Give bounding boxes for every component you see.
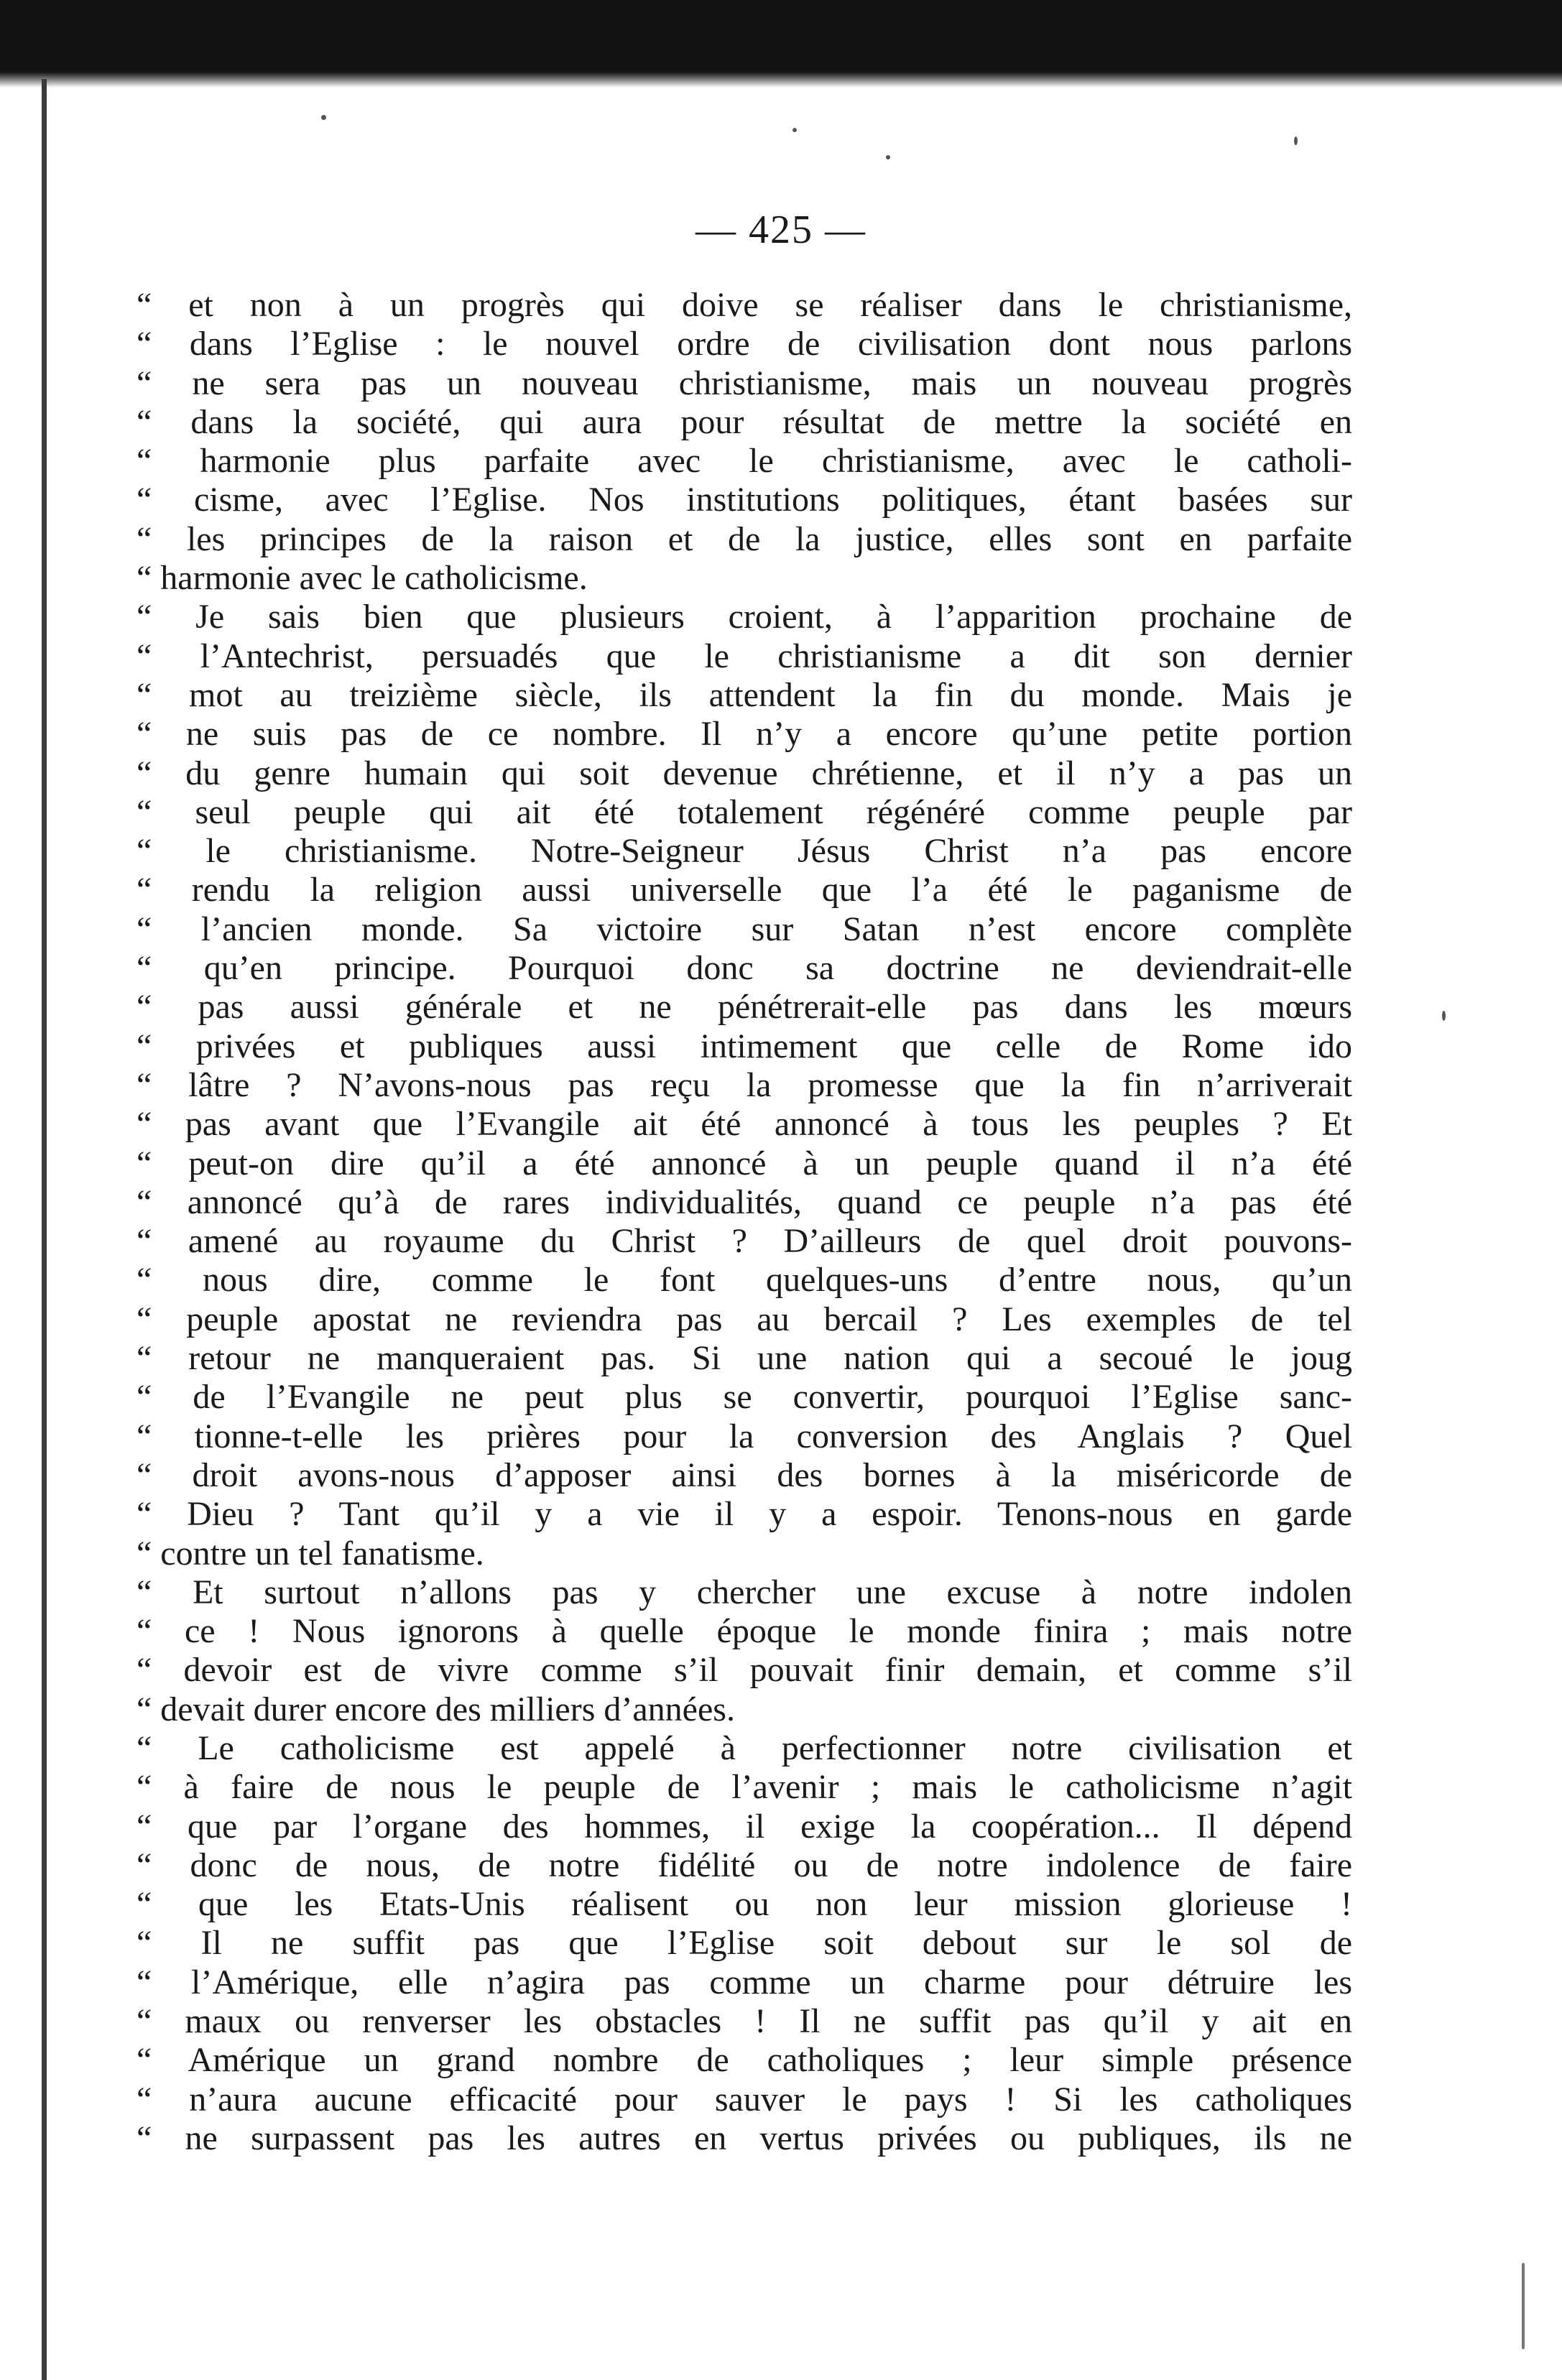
scan-top-border <box>0 0 1562 79</box>
text-line: “ peuple apostat ne reviendra pas au bercail ? Les exemples de tel <box>137 1300 1352 1338</box>
text-line: “ seul peuple qui ait été totalement régénéré comme peuple par <box>137 792 1352 831</box>
scan-speck <box>792 128 797 132</box>
body-text <box>137 286 1352 2158</box>
text-line: “ peut-on dire qu’il a été annoncé à un peuple quand il n’a été <box>137 1144 1352 1182</box>
text-line: “ harmonie avec le catholicisme. <box>137 559 588 598</box>
text-line: “ l’Amérique, elle n’agira pas comme un charme pour détruire les <box>137 1963 1352 2001</box>
text-line: “ tionne-t-elle les prières pour la conversion des Anglais ? Quel <box>137 1417 1352 1455</box>
text-line: “ rendu la religion aussi universelle que l’a été le paganisme de <box>137 871 1352 909</box>
scan-speck <box>321 115 326 120</box>
text-line: “ de l’Evangile ne peut plus se convertir, pourquoi l’Eglise sanc- <box>137 1378 1352 1417</box>
page-left-edge <box>42 79 47 2380</box>
text-line: “ droit avons-nous d’apposer ainsi des bornes à la miséricorde de <box>137 1455 1352 1494</box>
text-line: “ devait durer encore des milliers d’années. <box>137 1690 735 1728</box>
text-line: “ Le catholicisme est appelé à perfectionner notre civilisation et <box>137 1728 1352 1767</box>
text-line: “ dans la société, qui aura pour résultat de mettre la société en <box>137 402 1352 441</box>
text-line: “ cisme, avec l’Eglise. Nos institutions politiques, étant basées sur <box>137 481 1352 519</box>
text-line: “ l’Antechrist, persuadés que le christianisme a dit son dernier <box>137 636 1352 675</box>
text-line: “ ne suis pas de ce nombre. Il n’y a encore qu’une petite portion <box>137 715 1352 754</box>
text-line: “ mot au treizième siècle, ils attendent la fin du monde. Mais je <box>137 675 1352 714</box>
text-line: “ maux ou renverser les obstacles ! Il ne suffit pas qu’il y ait en <box>137 2002 1352 2041</box>
text-line: “ Je sais bien que plusieurs croient, à l’apparition prochaine de <box>137 598 1352 636</box>
text-line: “ pas avant que l’Evangile ait été annoncé à tous les peuples ? Et <box>137 1105 1352 1144</box>
text-line: “ l’ancien monde. Sa victoire sur Satan n’est encore complète <box>137 909 1352 948</box>
text-line: “ retour ne manqueraient pas. Si une nation qui a secoué le joug <box>137 1339 1352 1378</box>
text-line: “ lâtre ? N’avons-nous pas reçu la promesse que la fin n’arriverait <box>137 1065 1352 1104</box>
text-line: “ pas aussi générale et ne pénétrerait-elle pas dans les mœurs <box>137 988 1352 1027</box>
text-line: “ contre un tel fanatisme. <box>137 1534 484 1573</box>
text-line: “ dans l’Eglise : le nouvel ordre de civilisation dont nous parlons <box>137 325 1352 364</box>
text-line: “ que les Etats-Unis réalisent ou non leur mission glorieuse ! <box>137 1885 1352 1924</box>
text-line: “ qu’en principe. Pourquoi donc sa doctrine ne deviendrait-elle <box>137 949 1352 988</box>
text-line: “ amené au royaume du Christ ? D’ailleurs de quel droit pouvons- <box>137 1222 1352 1261</box>
text-line: “ et non à un progrès qui doive se réaliser dans le christianisme, <box>137 286 1352 324</box>
text-line: “ les principes de la raison et de la justice, elles sont en parfaite <box>137 519 1352 558</box>
scan-speck <box>886 155 890 159</box>
text-line: “ Et surtout n’allons pas y chercher une excuse à notre indolen <box>137 1573 1352 1611</box>
text-line: “ annoncé qu’à de rares individualités, quand ce peuple n’a pas été <box>137 1182 1352 1221</box>
text-line: “ harmonie plus parfaite avec le christianisme, avec le catholi- <box>137 442 1352 481</box>
page-number: — 425 — <box>695 208 867 252</box>
text-line: “ le christianisme. Notre-Seigneur Jésus Christ n’a pas encore <box>137 832 1352 871</box>
text-line: “ à faire de nous le peuple de l’avenir ; mais le catholicisme n’agit <box>137 1768 1352 1807</box>
scan-speck <box>1522 2263 1525 2349</box>
text-line: “ nous dire, comme le font quelques-uns d’entre nous, qu’un <box>137 1261 1352 1300</box>
text-line: “ donc de nous, de notre fidélité ou de notre indolence de faire <box>137 1846 1352 1884</box>
scan-top-border-edge <box>0 72 1562 88</box>
text-line: “ n’aura aucune efficacité pour sauver le pays ! Si les catholiques <box>137 2080 1352 2119</box>
text-line: “ du genre humain qui soit devenue chrétienne, et il n’y a pas un <box>137 754 1352 792</box>
scan-speck <box>1442 1011 1446 1021</box>
text-line: “ privées et publiques aussi intimement que celle de Rome ido <box>137 1027 1352 1065</box>
text-line: “ ce ! Nous ignorons à quelle époque le monde finira ; mais notre <box>137 1612 1352 1651</box>
text-line: “ Amérique un grand nombre de catholiques ; leur simple présence <box>137 2041 1352 2080</box>
scan-speck <box>1294 136 1298 145</box>
text-line: “ Dieu ? Tant qu’il y a vie il y a espoir. Tenons-nous en garde <box>137 1495 1352 1534</box>
text-line: “ ne sera pas un nouveau christianisme, mais un nouveau progrès <box>137 364 1352 402</box>
text-line: “ devoir est de vivre comme s’il pouvait finir demain, et comme s’il <box>137 1651 1352 1690</box>
text-line: “ ne surpassent pas les autres en vertus privées ou publiques, ils ne <box>137 2119 1352 2157</box>
text-line: “ que par l’organe des hommes, il exige la coopération... Il dépend <box>137 1807 1352 1846</box>
text-line: “ Il ne suffit pas que l’Eglise soit debout sur le sol de <box>137 1924 1352 1963</box>
